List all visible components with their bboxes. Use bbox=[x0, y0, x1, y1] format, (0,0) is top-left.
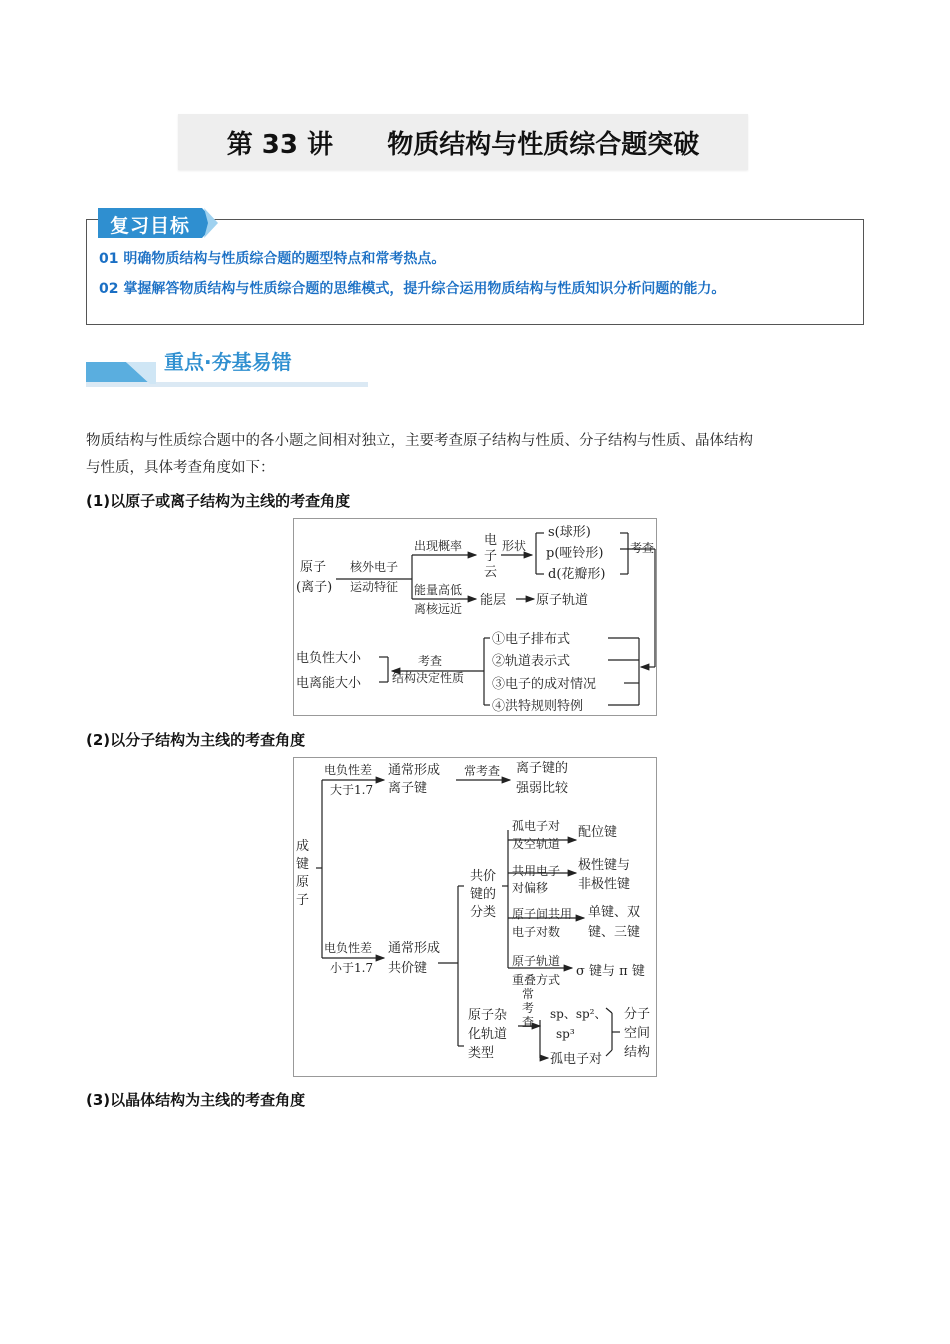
d1-item-1: ①电子排布式 bbox=[492, 632, 571, 647]
d2-cls-1: 共价 bbox=[470, 869, 497, 884]
d1-e-2: 子 bbox=[484, 549, 498, 564]
d2-ionic-cmp-2: 强弱比较 bbox=[516, 781, 569, 796]
d1-level: 能层 bbox=[480, 593, 507, 608]
d2-cls-2: 键的 bbox=[470, 887, 497, 902]
d2-hyb-1: 原子杂 bbox=[468, 1008, 508, 1023]
d2-polar-2: 非极性键 bbox=[578, 877, 631, 892]
d2-ionic-1: 通常形成 bbox=[388, 763, 441, 778]
d1-d-orbital: d(花瓣形) bbox=[548, 567, 606, 582]
d1-p-orbital: p(哑铃形) bbox=[546, 546, 604, 561]
goal-item-1: 01 明确物质结构与性质综合题的题型特点和常考热点。 bbox=[99, 251, 446, 267]
subhead-atomic: (1)以原子或离子结构为主线的考查角度 bbox=[86, 492, 351, 510]
goal-item-2: 02 掌握解答物质结构与性质综合题的思维模式，提升综合运用物质结构与性质知识分析问题的能力。 bbox=[99, 281, 726, 297]
d1-item-3: ③电子的成对情况 bbox=[492, 677, 597, 692]
d2-pairs-1: 原子间共用 bbox=[512, 907, 573, 921]
d2-greater: 大于1.7 bbox=[330, 783, 374, 797]
d2-overlap-2: 重叠方式 bbox=[512, 973, 561, 987]
d2-cls-3: 分类 bbox=[470, 905, 497, 920]
section-heading bbox=[86, 344, 368, 388]
d2-hyb-3: 类型 bbox=[468, 1046, 495, 1061]
d1-item-2: ②轨道表示式 bbox=[492, 654, 571, 669]
d2-c-4: 子 bbox=[296, 893, 310, 908]
d2-shape-1: 分子 bbox=[624, 1007, 651, 1022]
d1-energy-2: 离核远近 bbox=[414, 602, 463, 616]
section-heading-label: 重点·夯基易错 bbox=[164, 350, 292, 374]
d2-bond-2: 键、三键 bbox=[588, 925, 641, 940]
d1-probability: 出现概率 bbox=[414, 539, 463, 553]
d2-c-1: 成 bbox=[296, 839, 310, 854]
d2-less: 小于1.7 bbox=[330, 961, 374, 975]
d1-ionization: 电离能大小 bbox=[296, 676, 362, 691]
d1-s-orbital: s(球形) bbox=[548, 525, 591, 540]
d2-shape-2: 空间 bbox=[624, 1026, 651, 1041]
title-banner bbox=[178, 114, 748, 170]
d2-often: 常考查 bbox=[464, 764, 501, 778]
d2-ionic-cmp-1: 离子键的 bbox=[516, 761, 569, 776]
d1-motion-1: 核外电子 bbox=[350, 560, 399, 574]
goals-tag-label: 复习目标 bbox=[110, 215, 191, 237]
d2-overlap-1: 原子轨道 bbox=[512, 954, 561, 968]
d2-ck-1: 常 bbox=[522, 987, 535, 1001]
d1-e-3: 云 bbox=[484, 565, 498, 580]
d2-coord: 配位键 bbox=[578, 825, 618, 840]
intro-line-2: 与性质，具体考查角度如下： bbox=[86, 460, 275, 476]
subhead-crystal: (3)以晶体结构为主线的考查角度 bbox=[86, 1091, 306, 1109]
d1-ion: (离子) bbox=[296, 580, 333, 595]
d2-shape-3: 结构 bbox=[624, 1045, 651, 1060]
d1-orbital: 原子轨道 bbox=[536, 593, 589, 608]
d1-electronegativity: 电负性大小 bbox=[296, 651, 362, 666]
d2-sigma-pi: σ 键与 π 键 bbox=[576, 964, 645, 979]
d1-motion-2: 运动特征 bbox=[350, 580, 399, 594]
d2-en-diff-1: 电负性差 bbox=[324, 763, 373, 777]
page-title: 第 33 讲 物质结构与性质综合题突破 bbox=[226, 129, 700, 160]
intro-line-1: 物质结构与性质综合题中的各小题之间相对独立，主要考查原子结构与性质、分子结构与性质、晶体结构 bbox=[86, 433, 753, 449]
d2-pairs-2: 电子对数 bbox=[512, 925, 561, 939]
molecular-structure-diagram bbox=[293, 757, 657, 1077]
d1-atom: 原子 bbox=[300, 560, 327, 575]
d1-e-1: 电 bbox=[484, 533, 498, 548]
d2-lone-pair: 孤电子对 bbox=[550, 1052, 603, 1067]
subhead-molecular: (2)以分子结构为主线的考查角度 bbox=[86, 731, 306, 749]
d2-hyb-2: 化轨道 bbox=[468, 1027, 508, 1042]
d2-en-diff-2: 电负性差 bbox=[324, 941, 373, 955]
d2-c-2: 键 bbox=[296, 857, 310, 872]
d2-shared-1: 共用电子 bbox=[512, 864, 561, 878]
d1-exam-left: 考查 bbox=[418, 654, 443, 668]
d1-structure: 结构决定性质 bbox=[392, 671, 465, 685]
d2-cov-1: 通常形成 bbox=[388, 941, 441, 956]
atomic-structure-diagram bbox=[293, 518, 657, 716]
d2-shared-2: 对偏移 bbox=[512, 881, 549, 895]
d1-shape: 形状 bbox=[502, 539, 527, 553]
d2-c-3: 原 bbox=[296, 875, 310, 890]
d2-cov-2: 共价键 bbox=[388, 961, 428, 976]
d2-ck-3: 查 bbox=[522, 1015, 535, 1029]
d1-exam-right: 考查 bbox=[630, 541, 655, 555]
d2-polar-1: 极性键与 bbox=[578, 858, 631, 873]
d2-lone-1: 孤电子对 bbox=[512, 819, 561, 833]
d2-ck-2: 考 bbox=[522, 1001, 535, 1015]
d1-energy-1: 能量高低 bbox=[414, 583, 463, 597]
d2-sp-1: sp、sp²、 bbox=[550, 1007, 607, 1021]
goals-tag bbox=[98, 208, 216, 238]
d2-bond-1: 单键、双 bbox=[588, 905, 641, 920]
d2-sp-2: sp³ bbox=[556, 1027, 575, 1041]
d2-ionic-2: 离子键 bbox=[388, 781, 428, 796]
d1-item-4: ④洪特规则特例 bbox=[492, 699, 584, 714]
d2-lone-2: 及空轨道 bbox=[512, 837, 561, 851]
